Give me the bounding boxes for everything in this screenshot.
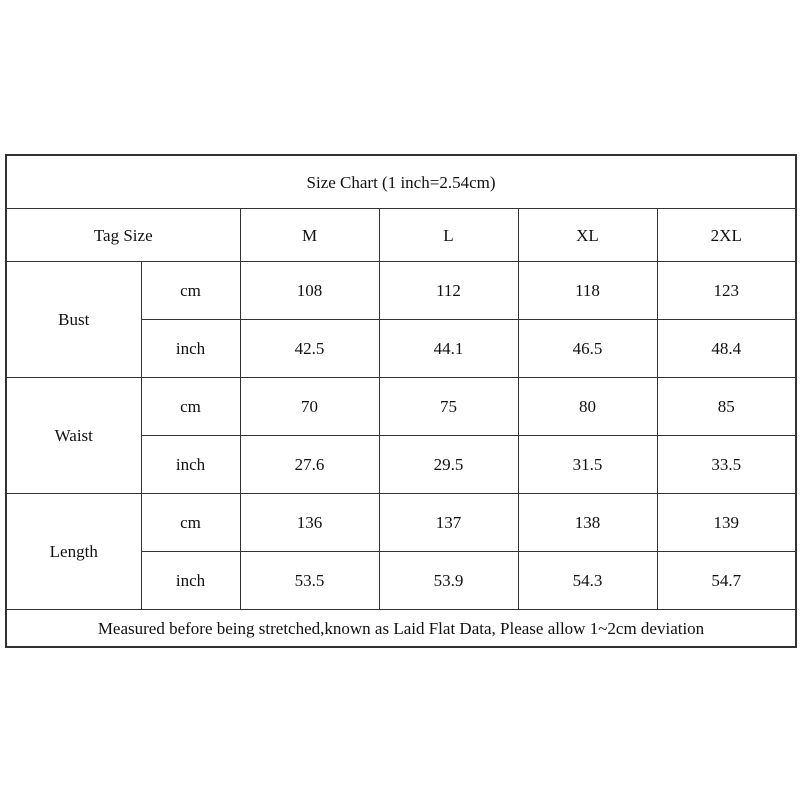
measurement-name-length: Length — [6, 494, 141, 610]
value-cell: 53.5 — [240, 552, 379, 610]
size-header: XL — [518, 209, 657, 262]
note-row — [6, 610, 796, 648]
value-cell: 48.4 — [657, 320, 796, 378]
value-cell: 54.3 — [518, 552, 657, 610]
value-cell: 53.9 — [379, 552, 518, 610]
value-cell: 136 — [240, 494, 379, 552]
value-cell: 108 — [240, 262, 379, 320]
value-cell: 54.7 — [657, 552, 796, 610]
unit-label: inch — [141, 436, 240, 494]
value-cell: 80 — [518, 378, 657, 436]
chart-title: Size Chart (1 inch=2.54cm) — [6, 155, 796, 209]
table-row — [6, 262, 796, 320]
value-cell: 123 — [657, 262, 796, 320]
deviation-note: Measured before being stretched,known as Laid Flat Data, Please allow 1~2cm deviation — [6, 610, 796, 648]
size-header: L — [379, 209, 518, 262]
value-cell: 42.5 — [240, 320, 379, 378]
table-row — [6, 378, 796, 436]
value-cell: 137 — [379, 494, 518, 552]
table-row — [6, 494, 796, 552]
value-cell: 44.1 — [379, 320, 518, 378]
header-row — [6, 209, 796, 262]
value-cell: 29.5 — [379, 436, 518, 494]
value-cell: 85 — [657, 378, 796, 436]
value-cell: 46.5 — [518, 320, 657, 378]
value-cell: 33.5 — [657, 436, 796, 494]
unit-label: cm — [141, 378, 240, 436]
value-cell: 112 — [379, 262, 518, 320]
value-cell: 75 — [379, 378, 518, 436]
size-header: 2XL — [657, 209, 796, 262]
measurement-name-waist: Waist — [6, 378, 141, 494]
value-cell: 27.6 — [240, 436, 379, 494]
unit-label: cm — [141, 494, 240, 552]
size-chart-table — [5, 154, 797, 648]
value-cell: 139 — [657, 494, 796, 552]
measurement-name-bust: Bust — [6, 262, 141, 378]
value-cell: 31.5 — [518, 436, 657, 494]
value-cell: 70 — [240, 378, 379, 436]
unit-label: cm — [141, 262, 240, 320]
size-header: M — [240, 209, 379, 262]
tag-size-label: Tag Size — [6, 209, 240, 262]
unit-label: inch — [141, 552, 240, 610]
unit-label: inch — [141, 320, 240, 378]
value-cell: 138 — [518, 494, 657, 552]
title-row — [6, 155, 796, 209]
value-cell: 118 — [518, 262, 657, 320]
